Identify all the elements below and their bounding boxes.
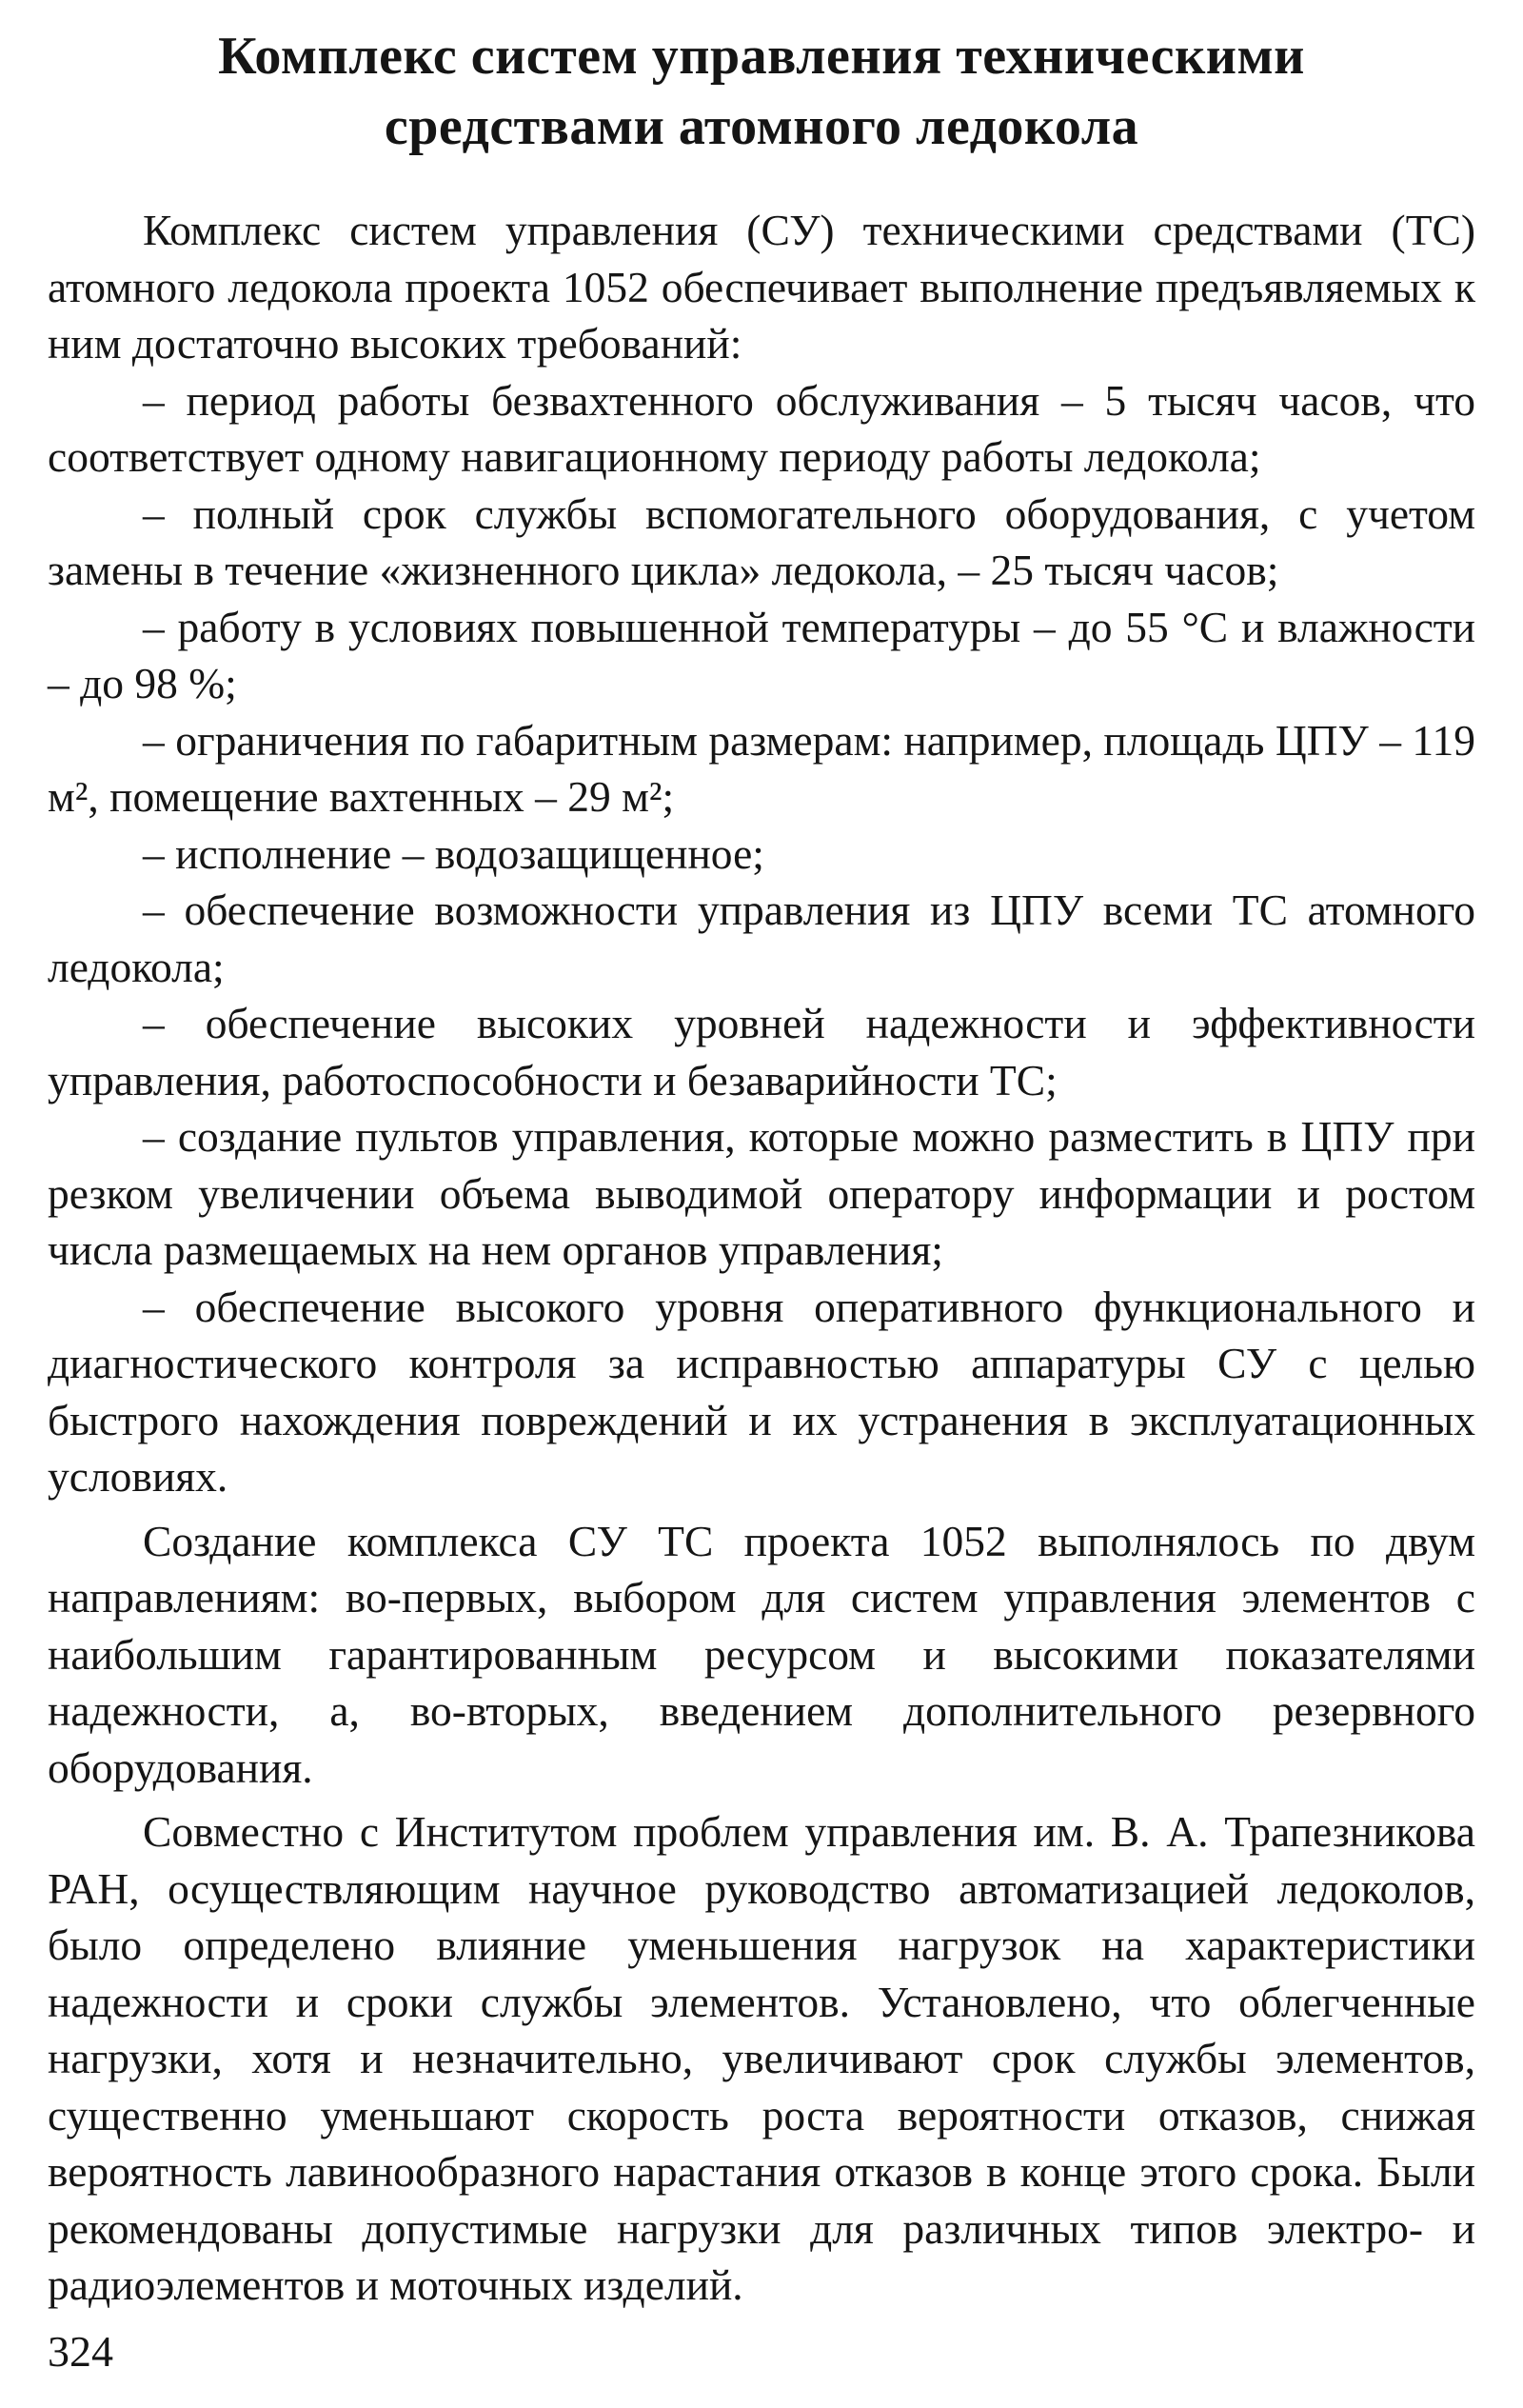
list-item-control-panels: – создание пультов управления, которые можно разместить в ЦПУ при резком увеличении объема выводимой оператору информации и ростом числа размещаемых на нем органов управления; — [48, 1112, 1475, 1274]
title-line-2: средствами атомного ледокола — [384, 97, 1139, 156]
list-item-diagnostics: – обеспечение высокого уровня оперативного функционального и диагностического контроля за исправностью аппаратуры СУ с целью быстрого нахождения повреждений и их устранения в эксплуатационных условиях. — [48, 1282, 1475, 1501]
list-item-maintenance-period: – период работы безвахтенного обслуживания – 5 тысяч часов, что соответствует одному навигационному периоду работы ледокола; — [48, 375, 1475, 481]
paragraph-institute: Совместно с Институтом проблем управления им. В. А. Трапезникова РАН, осуществляющим научное руководство автоматизацией ледоколов, было определено влияние уменьшения нагрузок на характеристики надежности и сроки службы элементов. Установлено, что облегченные нагрузки, хотя и незначительно, увеличивают срок службы элементов, существенно уменьшают скорость роста вероятности отказов, снижая вероятность лавинообразного нарастания отказов в конце этого срока. Были рекомендованы допустимые нагрузки для различных типов электро- и радиоэлементов и моточных изделий. — [48, 1807, 1475, 2309]
page-title — [48, 21, 1475, 162]
list-item-dimensions: – ограничения по габаритным размерам: например, площадь ЦПУ – 119 м², помещение вахтенных – 29 м²; — [48, 715, 1475, 821]
paragraph-intro: Комплекс систем управления (СУ) техническими средствами (ТС) атомного ледокола проекта 1052 обеспечивает выполнение предъявляемых к ним достаточно высоких требований: — [48, 206, 1475, 368]
list-item-waterproof: – исполнение – водозащищенное; — [143, 828, 764, 878]
list-item-control-from-cpu: – обеспечение возможности управления из ЦПУ всеми ТС атомного ледокола; — [48, 886, 1475, 991]
list-item-service-life: – полный срок службы вспомогательного оборудования, с учетом замены в течение «жизненного цикла» ледокола, – 25 тысяч часов; — [48, 488, 1475, 594]
list-item-reliability: – обеспечение высоких уровней надежности и эффективности управления, работоспособности и безаварийности ТС; — [48, 999, 1475, 1104]
paragraph-directions: Создание комплекса СУ ТС проекта 1052 выполнялось по двум направлениям: во-первых, выбором для систем управления элементов с наибольшим гарантированным ресурсом и высокими показателями надежности, а, во-вторых, введением дополнительного резервного оборудования. — [48, 1516, 1475, 1792]
title-line-1: Комплекс систем управления техническими — [218, 27, 1305, 86]
list-item-temperature: – работу в условиях повышенной температуры – до 55 °С и влажности – до 98 %; — [48, 602, 1475, 707]
body-text — [48, 202, 1475, 2314]
page-number: 324 — [48, 2327, 113, 2376]
